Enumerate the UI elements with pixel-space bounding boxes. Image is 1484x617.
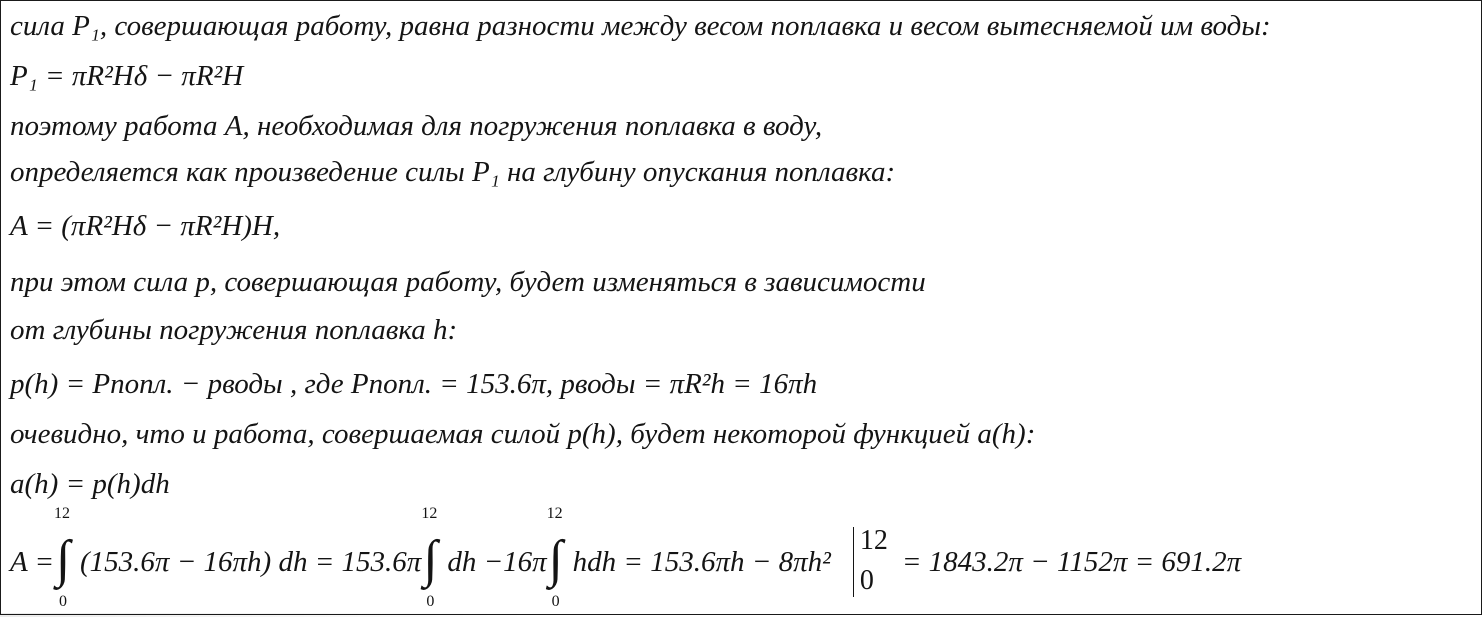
integral-2-symbol: ∫ — [423, 531, 438, 588]
integral-2-upper-limit: 12 — [421, 505, 438, 522]
integral-sign-1 — [54, 505, 78, 610]
text-line-work-definition — [10, 158, 895, 187]
equation-p-of-h — [10, 370, 817, 399]
line-5-text: A = (πR²Hδ − πR²H)H, — [10, 210, 281, 242]
integral-3-upper-limit: 12 — [546, 505, 563, 522]
integral-2-lower-limit: 0 — [426, 593, 435, 610]
line-8-text: p(h) = Pпопл. − pводы , где Pпопл. = 153.6π, pводы = πR²h = 16πh — [10, 368, 818, 400]
line-4-text: определяется как произведение силы P₁ на глубину опускания поплавка: — [10, 156, 896, 188]
equation-work-a — [10, 212, 280, 241]
line-7-text: от глубины погружения поплавка h: — [10, 314, 458, 346]
integrand-1: (153.6π − 16πh) dh = 153.6π — [80, 545, 422, 578]
integral-3-lower-limit: 0 — [551, 593, 560, 610]
equation-p1 — [10, 62, 243, 91]
integral-1-lower-limit: 0 — [59, 593, 68, 610]
integral-3-symbol: ∫ — [548, 531, 563, 588]
text-line-variable-force — [10, 268, 926, 297]
equation-integral-result — [10, 505, 1242, 610]
integrand-3: hdh = 153.6πh − 8πh² — [572, 545, 831, 578]
line-10-text: a(h) = p(h)dh — [10, 468, 170, 500]
text-line-depth — [10, 316, 457, 345]
integral-lhs: A = — [10, 545, 55, 578]
integral-result: = 1843.2π − 1152π = 691.2π — [901, 545, 1242, 578]
evaluation-bar — [853, 527, 894, 597]
text-line-function — [10, 420, 1035, 449]
text-line-force-definition — [10, 12, 1271, 41]
text-line-work-intro — [10, 112, 822, 141]
evaluation-lower-limit: 0 — [859, 565, 874, 596]
integrand-2: dh −16π — [447, 545, 547, 578]
line-1-text: сила P₁, совершающая работу, равна разности между весом поплавка и весом вытесняемой им воды: — [10, 10, 1271, 42]
line-9-text: очевидно, что и работа, совершаемая силой p(h), будет некоторой функцией a(h): — [10, 418, 1036, 450]
line-3-text: поэтому работа A, необходимая для погружения поплавка в воду, — [10, 110, 823, 142]
line-2-text: P₁ = πR²Hδ − πR²H — [10, 60, 244, 92]
evaluation-upper-limit: 12 — [859, 525, 888, 556]
integral-1-symbol: ∫ — [56, 531, 71, 588]
integral-sign-3 — [546, 505, 571, 610]
integral-sign-2 — [421, 505, 445, 610]
bottom-shadow-divider — [0, 613, 530, 617]
line-6-text: при этом сила p, совершающая работу, будет изменяться в зависимости — [10, 266, 926, 298]
integral-1-upper-limit: 12 — [54, 505, 71, 522]
equation-a-of-h — [10, 470, 170, 499]
